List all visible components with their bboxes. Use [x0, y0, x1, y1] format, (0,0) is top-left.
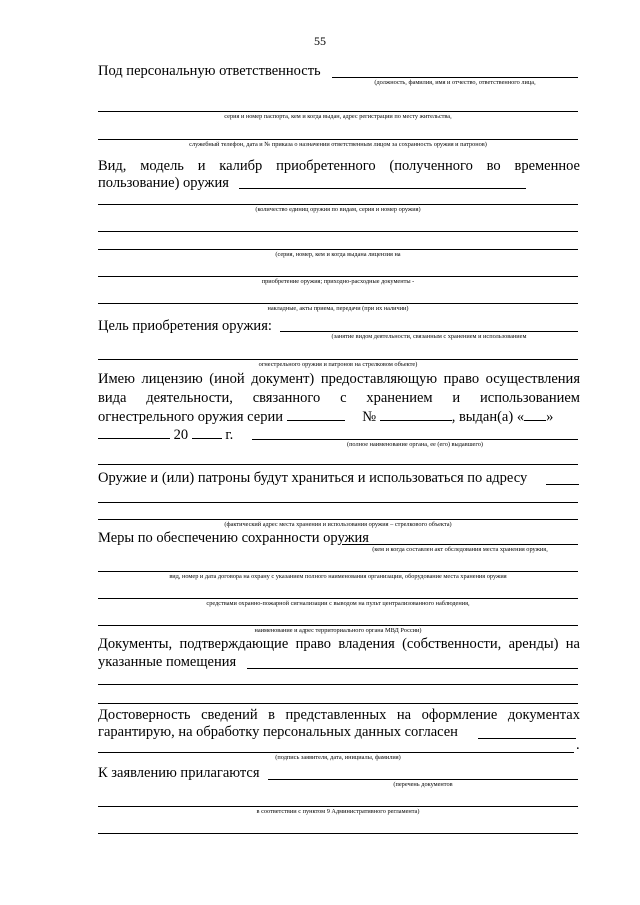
attachments-caption-1: (перечень документов	[393, 781, 453, 788]
ownership-line-4[interactable]	[98, 703, 578, 704]
license-year-suffix: г.	[225, 427, 234, 443]
ownership-field[interactable]	[247, 668, 578, 669]
measures-line-2[interactable]	[98, 571, 578, 572]
responsible-caption-2: серия и номер паспорта, кем и когда выдан, адрес регистрации по месту жительства,	[224, 113, 452, 120]
measures-caption-1: (кем и когда составлен акт обследования места хранения оружия,	[372, 546, 548, 553]
consent-field[interactable]	[478, 738, 576, 739]
weapon-input-line[interactable]	[239, 188, 526, 189]
license-issuer-line[interactable]	[252, 439, 578, 440]
consent-line-1: Достоверность сведений в представленных на оформление документах	[98, 707, 580, 723]
license-series-label: огнестрельного оружия серии	[98, 409, 283, 425]
purpose-label: Цель приобретения оружия:	[98, 318, 272, 334]
weapon-caption-1: (количество единиц оружия по видам, серия и номер оружия)	[255, 206, 421, 213]
consent-line-3[interactable]	[98, 752, 574, 753]
measures-line-3[interactable]	[98, 598, 578, 599]
weapon-line-4[interactable]	[98, 231, 578, 232]
license-month-field[interactable]	[98, 426, 170, 439]
attachments-line-3[interactable]	[98, 833, 578, 834]
license-year-field[interactable]	[192, 426, 222, 439]
consent-line-2: гарантирую, на обработку персональных данных согласен	[98, 724, 458, 740]
measures-line[interactable]	[342, 544, 578, 545]
license-year-prefix: 20	[173, 427, 189, 443]
weapon-caption-2: (серия, номер, кем и когда выдана лицензия на	[275, 251, 401, 258]
purpose-caption-2: огнестрельного оружия и патронов на стрелковом объекте)	[258, 361, 418, 368]
weapon-line-1: Вид, модель и калибр приобретенного (полученного во временное	[98, 158, 580, 174]
license-line-3	[98, 408, 553, 425]
responsible-line[interactable]	[332, 77, 578, 78]
storage-line-2[interactable]	[98, 502, 578, 503]
license-number-label: №	[362, 409, 377, 425]
page-number: 55	[314, 34, 326, 48]
ownership-line-3[interactable]	[98, 684, 578, 685]
license-quote-close: »	[546, 409, 554, 425]
storage-caption: (фактический адрес места хранения и использования оружия – стрелкового объекта)	[224, 521, 452, 528]
weapon-caption-3: приобретение оружия; приходно-расходные документы -	[261, 278, 415, 285]
license-line-1: Имею лицензию (иной документ) предоставляющую право осуществления	[98, 371, 580, 387]
weapon-line-6[interactable]	[98, 276, 578, 277]
weapon-line-3[interactable]	[98, 204, 578, 205]
weapon-caption-4: накладные, акты приема, передачи (при их наличии)	[267, 305, 409, 312]
measures-caption-4: наименование и адрес территориального органа МВД России)	[254, 627, 422, 634]
storage-line-3[interactable]	[98, 519, 578, 520]
storage-field[interactable]	[546, 484, 579, 485]
consent-caption: (подпись заявителя, дата, инициалы, фамилия)	[275, 754, 401, 761]
license-line-5[interactable]	[98, 464, 578, 465]
license-line-4	[98, 426, 233, 443]
attachments-line[interactable]	[268, 779, 578, 780]
purpose-line-2[interactable]	[98, 359, 578, 360]
measures-label: Меры по обеспечению сохранности оружия	[98, 530, 369, 546]
purpose-caption-1: (занятие видом деятельности, связанным с хранением и использованием	[331, 333, 527, 340]
license-line-2: вида деятельности, связанного с хранением и использованием	[98, 390, 580, 406]
license-series-field[interactable]	[287, 408, 345, 421]
license-caption: (полное наименование органа, ее (его) выдавшего)	[346, 441, 484, 448]
responsible-label: Под персональную ответственность	[98, 63, 321, 79]
measures-caption-2: вид, номер и дата договора на охрану с указанием полного наименования организации, оборудование места хранения оружия	[169, 573, 507, 580]
attachments-label: К заявлению прилагаются	[98, 765, 260, 781]
license-day-field[interactable]	[524, 408, 546, 421]
weapon-line-5[interactable]	[98, 249, 578, 250]
weapon-line-2: пользование) оружия	[98, 175, 229, 191]
license-issued-label: , выдан(а) «	[451, 409, 525, 425]
attachments-caption-2: в соответствии с пунктом 9 Административного регламента)	[256, 808, 420, 815]
weapon-line-7[interactable]	[98, 303, 578, 304]
measures-caption-3: средствами охранно-пожарной сигнализации с выводом на пульт централизованного наблюдения,	[206, 600, 470, 607]
license-number-field[interactable]	[380, 408, 452, 421]
measures-line-4[interactable]	[98, 625, 578, 626]
ownership-line-1: Документы, подтверждающие право владения (собственности, аренды) на	[98, 636, 580, 652]
purpose-line[interactable]	[280, 331, 578, 332]
attachments-line-2[interactable]	[98, 806, 578, 807]
consent-tail: .	[576, 737, 580, 753]
storage-label: Оружие и (или) патроны будут храниться и использоваться по адресу	[98, 470, 528, 486]
responsible-line-2[interactable]	[98, 111, 578, 112]
responsible-caption-3: служебный телефон, дата и № приказа о назначении ответственным лицом за сохранность оружия и патронов)	[189, 141, 487, 148]
ownership-line-2: указанные помещения	[98, 654, 237, 670]
responsible-line-3[interactable]	[98, 139, 578, 140]
responsible-caption-1: (должность, фамилия, имя и отчество, ответственного лица,	[374, 79, 536, 86]
